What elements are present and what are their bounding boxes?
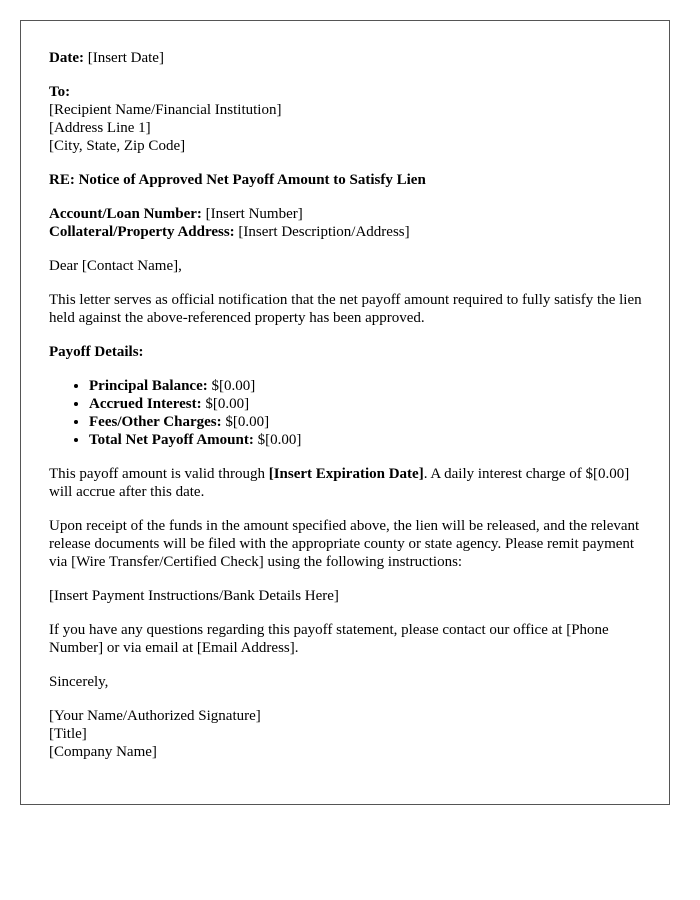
recipient-name: [Recipient Name/Financial Institution] <box>49 102 282 118</box>
account-value: [Insert Number] <box>205 206 303 222</box>
payoff-list <box>49 377 649 449</box>
date-label: Date: <box>49 50 84 66</box>
subject-line: RE: Notice of Approved Net Payoff Amount to Satisfy Lien <box>49 172 426 188</box>
fees-value: $[0.00] <box>225 414 270 430</box>
expiration-date: [Insert Expiration Date] <box>268 466 424 482</box>
intro-paragraph: This letter serves as official notification that the net payoff amount required to fully satisfy the lien held against the above-referenced property has been approved. <box>49 292 642 326</box>
payment-instructions: [Insert Payment Instructions/Bank Details Here] <box>49 588 339 604</box>
total-label: Total Net Payoff Amount: <box>89 432 254 448</box>
to-label: To: <box>49 84 71 100</box>
account-label: Account/Loan Number: <box>49 206 202 222</box>
list-item <box>89 377 649 395</box>
collateral-line <box>49 223 649 241</box>
signature-company: [Company Name] <box>49 744 157 760</box>
recipient-city-state-zip: [City, State, Zip Code] <box>49 138 186 154</box>
collateral-label: Collateral/Property Address: <box>49 224 235 240</box>
interest-value: $[0.00] <box>205 396 250 412</box>
list-item <box>89 395 649 413</box>
collateral-value: [Insert Description/Address] <box>238 224 410 240</box>
date-line <box>49 49 649 67</box>
signature-block <box>49 707 649 761</box>
validity-paragraph <box>49 465 649 501</box>
fees-label: Fees/Other Charges: <box>89 414 222 430</box>
list-item <box>89 413 649 431</box>
principal-value: $[0.00] <box>211 378 256 394</box>
letter-body <box>20 20 670 805</box>
closing: Sincerely, <box>49 674 109 690</box>
signature-name: [Your Name/Authorized Signature] <box>49 708 261 724</box>
signature-title: [Title] <box>49 726 87 742</box>
total-value: $[0.00] <box>257 432 302 448</box>
recipient-block <box>49 83 649 155</box>
date-value: [Insert Date] <box>87 50 164 66</box>
salutation: Dear [Contact Name], <box>49 258 182 274</box>
principal-label: Principal Balance: <box>89 378 208 394</box>
release-paragraph: Upon receipt of the funds in the amount specified above, the lien will be released, and the relevant release documents will be filed with the appropriate county or state agency. Please remit payment via [Wire Transfer/Certified Check] using the following instructions: <box>49 518 640 570</box>
validity-prefix: This payoff amount is valid through <box>49 466 265 482</box>
payoff-heading: Payoff Details: <box>49 344 144 360</box>
interest-label: Accrued Interest: <box>89 396 202 412</box>
reference-block <box>49 205 649 241</box>
list-item <box>89 431 649 449</box>
account-line <box>49 205 649 223</box>
recipient-address: [Address Line 1] <box>49 120 151 136</box>
validity-suffix: . A daily interest charge of $[0.00] will accrue after this date. <box>49 466 630 500</box>
questions-paragraph: If you have any questions regarding this payoff statement, please contact our office at [Phone Number] or via email at [Email Address]. <box>49 622 609 656</box>
